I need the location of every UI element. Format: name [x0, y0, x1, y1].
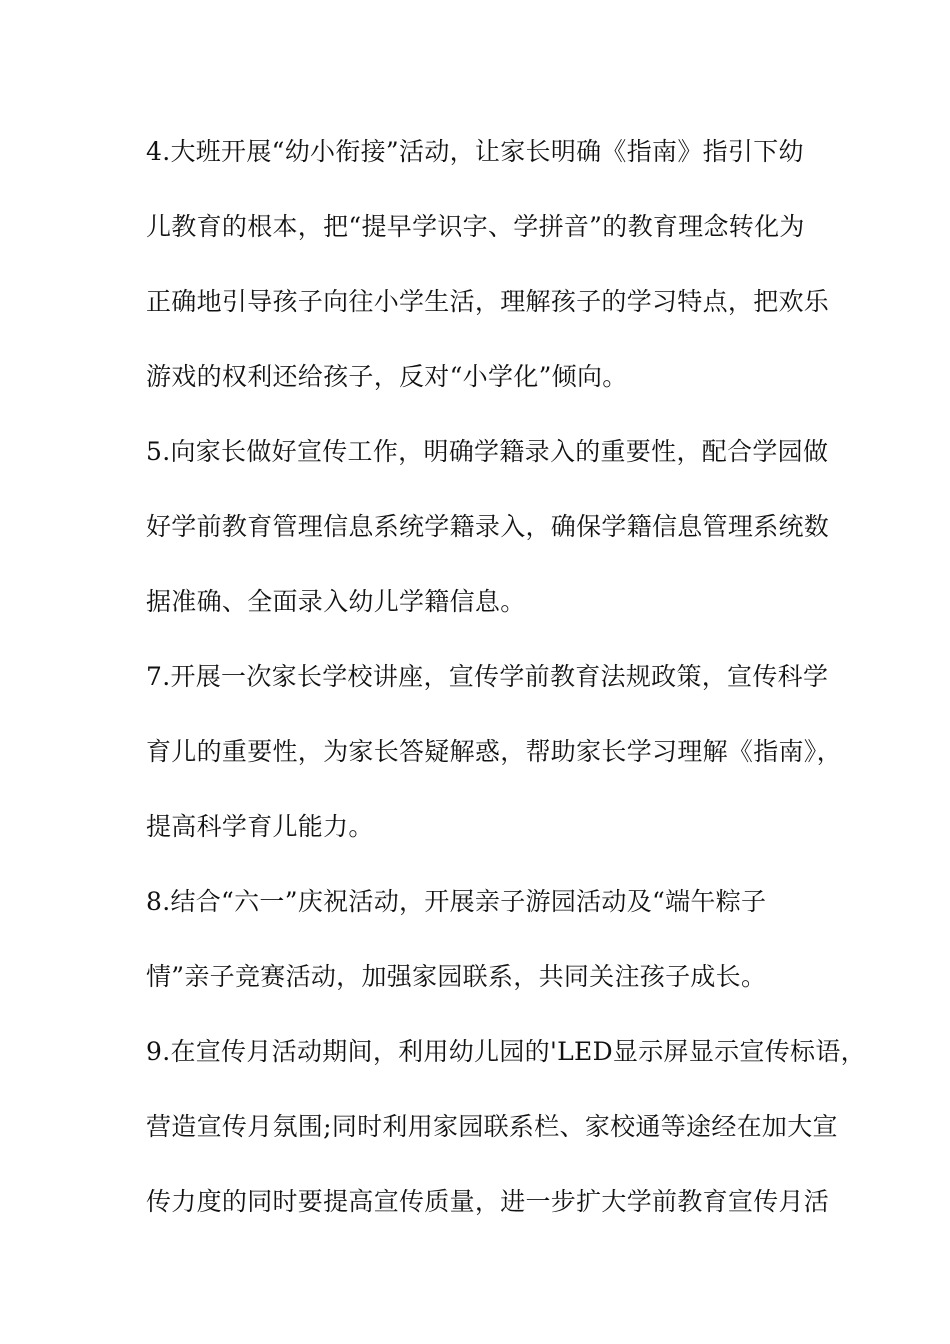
paragraph-4-line-2: 儿教育的根本，把“提早学识字、学拼音”的教育理念转化为	[146, 212, 805, 241]
paragraph-5-line-2: 好学前教育管理信息系统学籍录入，确保学籍信息管理系统数	[146, 512, 830, 541]
paragraph-7-line-2: 育儿的重要性，为家长答疑解惑，帮助家长学习理解《指南》，	[146, 737, 842, 766]
paragraph-9-line-3: 传力度的同时要提高宣传质量，进一步扩大学前教育宣传月活	[146, 1187, 830, 1216]
paragraph-4-line-3: 正确地引导孩子向往小学生活，理解孩子的学习特点，把欢乐	[146, 287, 830, 316]
paragraph-5-line-3: 据准确、全面录入幼儿学籍信息。	[146, 587, 526, 616]
paragraph-9-line-1: 9.在宣传月活动期间，利用幼儿园的'LED显示屏显示宣传标语，	[146, 1037, 866, 1066]
paragraph-4-line-4: 游戏的权利还给孩子，反对“小学化”倾向。	[146, 362, 628, 391]
paragraph-7-line-1: 7.开展一次家长学校讲座，宣传学前教育法规政策，宣传科学	[146, 662, 829, 691]
paragraph-8-line-2: 情”亲子竞赛活动，加强家园联系，共同关注孩子成长。	[146, 962, 767, 991]
paragraph-5-line-1: 5.向家长做好宣传工作，明确学籍录入的重要性，配合学园做	[146, 437, 829, 466]
paragraph-7-line-3: 提高科学育儿能力。	[146, 812, 374, 841]
paragraph-8-line-1: 8.结合“六一”庆祝活动，开展亲子游园活动及“端午粽子	[146, 887, 767, 916]
paragraph-9-line-2: 营造宣传月氛围;同时利用家园联系栏、家校通等途经在加大宣	[146, 1112, 838, 1141]
paragraph-4-line-1: 4.大班开展“幼小衔接”活动，让家长明确《指南》指引下幼	[146, 137, 804, 166]
